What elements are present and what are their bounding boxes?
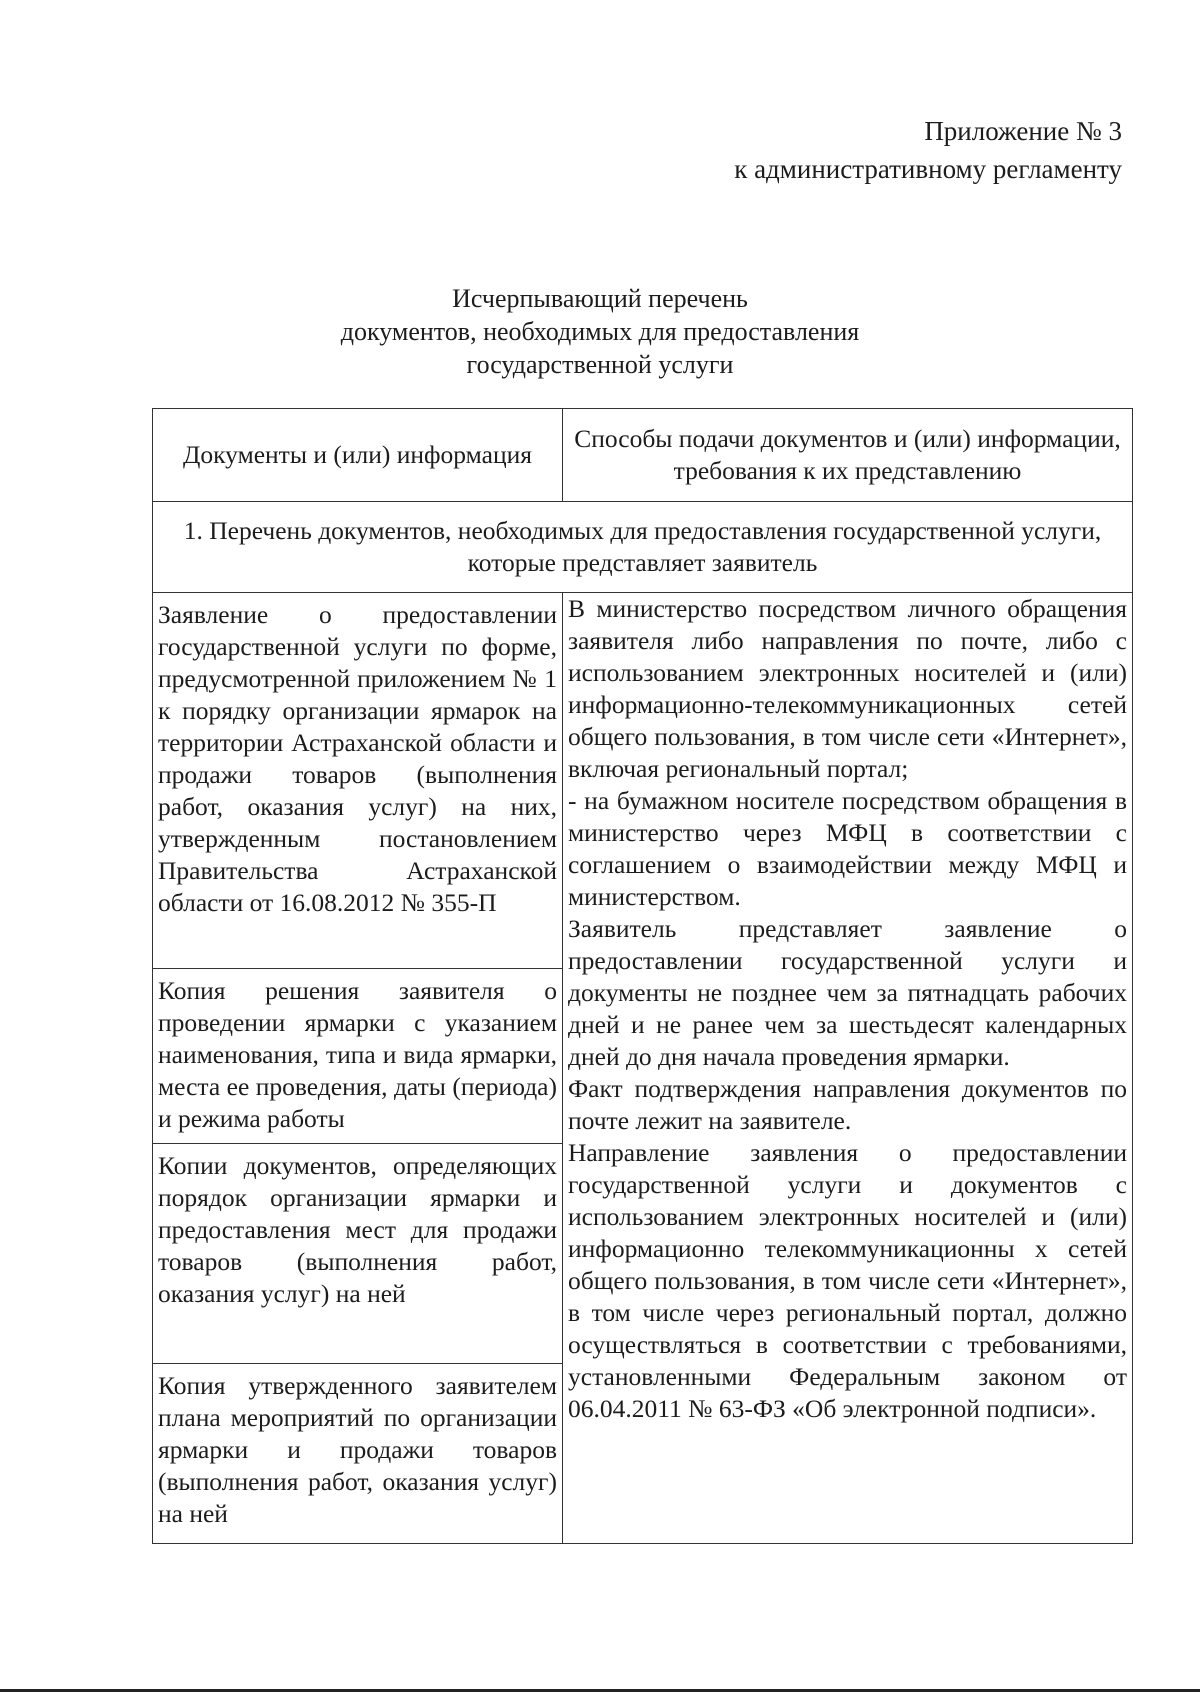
scan-edge-line <box>0 1689 1200 1692</box>
appendix-number: Приложение № 3 <box>924 116 1122 146</box>
section-row <box>153 502 1133 593</box>
section-heading: 1. Перечень документов, необходимых для предоставления государственной услуги, которые представляет заявитель <box>153 502 1133 593</box>
methods-paragraph: Факт подтверждения направления документов по почте лежит на заявителе. <box>568 1074 1127 1135</box>
table-row <box>153 593 1133 969</box>
column-header-methods: Способы подачи документов и (или) информации, требования к их представлению <box>563 409 1133 502</box>
documents-table <box>152 408 1133 1544</box>
title-line-3: государственной услуги <box>466 350 734 379</box>
column-header-documents: Документы и (или) информация <box>153 409 563 502</box>
document-cell: Копия решения заявителя о проведении ярмарки с указанием наименования, типа и вида ярмарки, места ее проведения, даты (периода) и режима работы <box>153 969 563 1144</box>
table-header-row <box>153 409 1133 502</box>
document-cell: Заявление о предоставлении государственной услуги по форме, предусмотренной приложением № 1 к порядку организации ярмарок на территории Астраханской области и продажи товаров (выполнения работ, оказания услуг) на них, утвержденным постановлением Правительства Астраханской области от 16.08.2012 № 355-П <box>153 593 563 969</box>
methods-paragraph: В министерство посредством личного обращения заявителя либо направления по почте, либо с использованием электронных носителей и (или) информационно-телекоммуникационных сетей общего пользования, в том числе сети «Интернет», включая региональный портал; <box>568 594 1127 783</box>
title-line-1: Исчерпывающий перечень <box>452 284 748 313</box>
document-cell: Копия утвержденного заявителем плана мероприятий по организации ярмарки и продажи товаров (выполнения работ, оказания услуг) на ней <box>153 1364 563 1544</box>
methods-paragraph: Заявитель представляет заявление о предоставлении государственной услуги и документы не позднее чем за пятнадцать рабочих дней и не ранее чем за шестьдесят календарных дней до дня начала проведения ярмарки. <box>568 914 1127 1071</box>
title-line-2: документов, необходимых для предоставления <box>340 317 860 346</box>
appendix-caption <box>734 112 1122 188</box>
document-cell: Копии документов, определяющих порядок организации ярмарки и предоставления мест для продажи товаров (выполнения работ, оказания услуг) на ней <box>153 1144 563 1364</box>
appendix-reference: к административному регламенту <box>734 154 1122 184</box>
methods-paragraph: Направление заявления о предоставлении государственной услуги и документов с использованием электронных носителей и (или) информационно телекоммуникационны х сетей общего пользования, в том числе сети «Интернет», в том числе через региональный портал, должно осуществляться в соответствии с требованиями, установленными Федеральным законом от 06.04.2011 № 63-ФЗ «Об электронной подписи». <box>568 1138 1127 1423</box>
methods-paragraph: - на бумажном носителе посредством обращения в министерство через МФЦ в соответствии с соглашением о взаимодействии между МФЦ и министерством. <box>568 786 1127 911</box>
submission-methods-cell <box>563 593 1133 1544</box>
document-title <box>0 282 1200 381</box>
